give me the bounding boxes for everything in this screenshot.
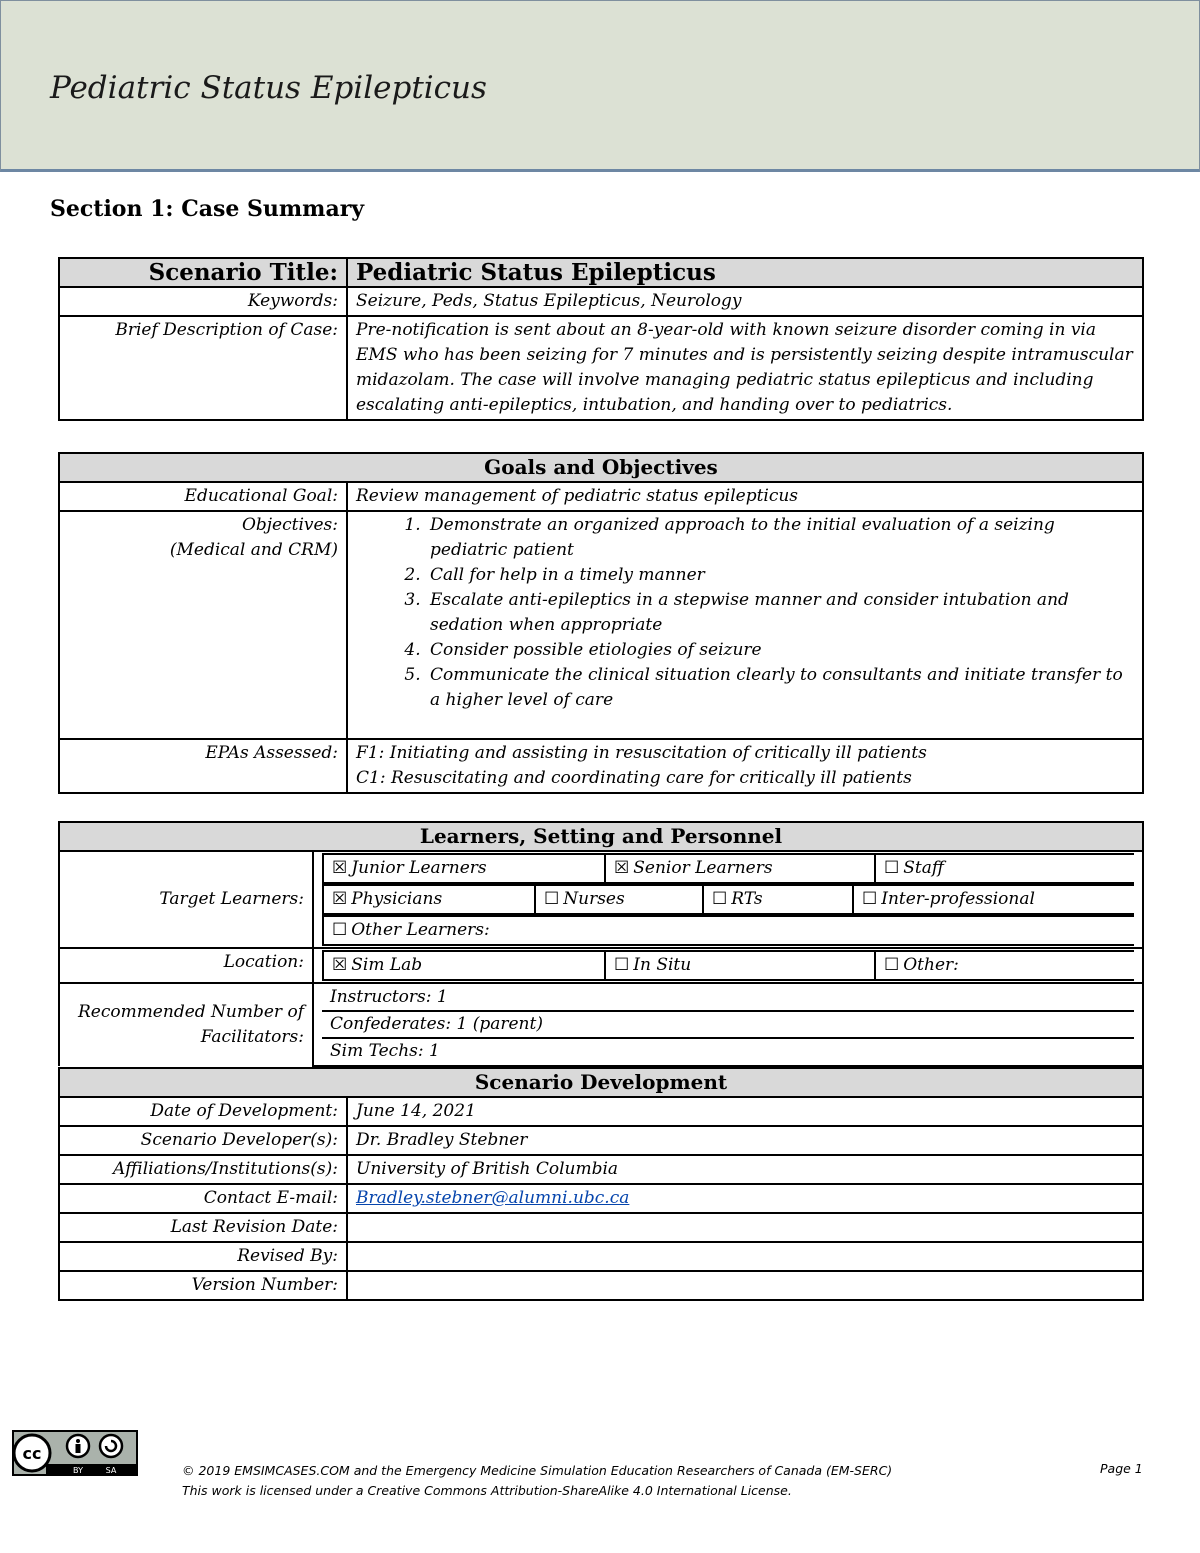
rts-checkbox[interactable]: ☐ RTs (703, 885, 853, 914)
objectives-list (356, 513, 1134, 713)
objectives-sublabel: (Medical and CRM) (169, 540, 338, 560)
educational-goal-value: Review management of pediatric status epilepticus (347, 482, 1143, 511)
creative-commons-logo[interactable] (12, 1430, 138, 1476)
educational-goal-label: Educational Goal: (59, 482, 347, 511)
developer-row (59, 1126, 1143, 1155)
target-learners-label: Target Learners: (59, 851, 313, 948)
checked-box-icon: ☒ (332, 858, 348, 878)
target-learners-line-1 (322, 853, 1134, 884)
facilitators-label: Recommended Number of Facilitators: (59, 983, 313, 1066)
svg-text:cc: cc (22, 1444, 42, 1463)
objective-item: 2. Call for help in a timely manner (426, 563, 1134, 588)
document-title: Pediatric Status Epilepticus (50, 70, 487, 106)
date-value: June 14, 2021 (347, 1097, 1143, 1126)
checked-box-icon: ☒ (614, 858, 630, 878)
developer-label: Scenario Developer(s): (59, 1126, 347, 1155)
objectives-label: Objectives: (241, 515, 338, 535)
physicians-checkbox[interactable]: ☒ Physicians (323, 885, 535, 914)
keywords-value: Seizure, Peds, Status Epilepticus, Neurology (347, 287, 1143, 316)
case-summary-table (58, 257, 1144, 421)
target-learners-line-2 (322, 884, 1134, 915)
affiliation-label: Affiliations/Institutions(s): (59, 1155, 347, 1184)
footer-text (182, 1461, 892, 1501)
target-learners-line-3 (322, 915, 1134, 946)
version-row (59, 1271, 1143, 1300)
revised-by-value (347, 1242, 1143, 1271)
version-value (347, 1271, 1143, 1300)
target-learners-cell (313, 851, 1143, 948)
affiliation-row (59, 1155, 1143, 1184)
staff-checkbox[interactable]: ☐ Staff (875, 854, 1134, 883)
objective-item: 3. Escalate anti-epileptics in a stepwise manner and consider intubation and sedation when appropriate (426, 588, 1134, 638)
version-label: Version Number: (59, 1271, 347, 1300)
facilitators-cell (313, 983, 1143, 1066)
checked-box-icon: ☒ (332, 889, 348, 909)
epas-label: EPAs Assessed: (59, 739, 347, 793)
sim-techs-count: Sim Techs: 1 (322, 1037, 1134, 1064)
developer-value: Dr. Bradley Stebner (347, 1126, 1143, 1155)
development-header: Scenario Development (59, 1068, 1143, 1097)
goals-table (58, 452, 1144, 794)
logo-sa-text: SA (105, 1466, 117, 1475)
objective-item: 1. Demonstrate an organized approach to the initial evaluation of a seizing pediatric patient (426, 513, 1134, 563)
email-label: Contact E-mail: (59, 1184, 347, 1213)
logo-by-text: BY (73, 1466, 83, 1475)
license-text: This work is licensed under a Creative Commons Attribution-ShareAlike 4.0 International License. (182, 1483, 792, 1498)
epas-row (59, 739, 1143, 793)
other-learners-checkbox[interactable]: ☐ Other Learners: (323, 916, 1134, 945)
sim-lab-checkbox[interactable]: ☒ Sim Lab (323, 951, 605, 980)
objectives-label-cell (59, 511, 347, 739)
objectives-row (59, 511, 1143, 739)
target-learners-row (59, 851, 1143, 948)
revision-date-row (59, 1213, 1143, 1242)
in-situ-checkbox[interactable]: ☐ In Situ (605, 951, 875, 980)
objective-item: 5. Communicate the clinical situation clearly to consultants and initiate transfer to a higher level of care (426, 663, 1134, 713)
date-row (59, 1097, 1143, 1126)
junior-learners-checkbox[interactable]: ☒ Junior Learners (323, 854, 605, 883)
learners-table (58, 821, 1144, 1067)
objective-item: 4. Consider possible etiologies of seizure (426, 638, 1134, 663)
email-row (59, 1184, 1143, 1213)
location-cell (313, 948, 1143, 983)
unchecked-box-icon: ☐ (544, 889, 560, 909)
affiliation-value: University of British Columbia (347, 1155, 1143, 1184)
location-options (322, 950, 1134, 981)
revision-date-label: Last Revision Date: (59, 1213, 347, 1242)
description-label: Brief Description of Case: (59, 316, 347, 420)
educational-goal-row (59, 482, 1143, 511)
unchecked-box-icon: ☐ (712, 889, 728, 909)
scenario-title-value: Pediatric Status Epilepticus (347, 258, 1143, 287)
unchecked-box-icon: ☐ (884, 858, 900, 878)
instructors-count: Instructors: 1 (330, 987, 448, 1007)
objectives-cell (347, 511, 1143, 739)
keywords-row (59, 287, 1143, 316)
unchecked-box-icon: ☐ (862, 889, 878, 909)
email-cell (347, 1184, 1143, 1213)
epa-item: C1: Resuscitating and coordinating care for critically ill patients (356, 768, 912, 788)
learners-header: Learners, Setting and Personnel (59, 822, 1143, 851)
senior-learners-checkbox[interactable]: ☒ Senior Learners (605, 854, 875, 883)
unchecked-box-icon: ☐ (614, 955, 630, 975)
copyright-text: © 2019 EMSIMCASES.COM and the Emergency Medicine Simulation Education Researchers of Canada (EM-SERC) (182, 1463, 893, 1478)
other-location-checkbox[interactable]: ☐ Other: (875, 951, 1134, 980)
goals-header: Goals and Objectives (59, 453, 1143, 482)
description-row (59, 316, 1143, 420)
development-table (58, 1067, 1144, 1301)
revised-by-row (59, 1242, 1143, 1271)
location-row (59, 948, 1143, 983)
location-label: Location: (59, 948, 313, 983)
facilitators-row (59, 983, 1143, 1066)
scenario-title-label: Scenario Title: (59, 258, 347, 287)
confederates-count: Confederates: 1 (parent) (322, 1010, 1134, 1037)
date-label: Date of Development: (59, 1097, 347, 1126)
unchecked-box-icon: ☐ (884, 955, 900, 975)
revised-by-label: Revised By: (59, 1242, 347, 1271)
email-link[interactable]: Bradley.stebner@alumni.ubc.ca (356, 1188, 630, 1208)
epa-item: F1: Initiating and assisting in resuscitation of critically ill patients (356, 743, 927, 763)
checked-box-icon: ☒ (332, 955, 348, 975)
page-number: Page 1 (1100, 1461, 1143, 1476)
nurses-checkbox[interactable]: ☐ Nurses (535, 885, 703, 914)
keywords-label: Keywords: (59, 287, 347, 316)
revision-date-value (347, 1213, 1143, 1242)
section-title: Section 1: Case Summary (50, 196, 365, 222)
unchecked-box-icon: ☐ (332, 920, 348, 940)
interprofessional-checkbox[interactable]: ☐ Inter-professional (853, 885, 1134, 914)
epas-cell (347, 739, 1143, 793)
scenario-title-row (59, 258, 1143, 287)
description-value: Pre-notification is sent about an 8-year-old with known seizure disorder coming in via EMS who has been seizing for 7 minutes and is persistently seizing despite intramuscular midazolam. The case will involve managing pediatric status epilepticus and including escalating anti-epileptics, intubation, and handing over to pediatrics. (347, 316, 1143, 420)
